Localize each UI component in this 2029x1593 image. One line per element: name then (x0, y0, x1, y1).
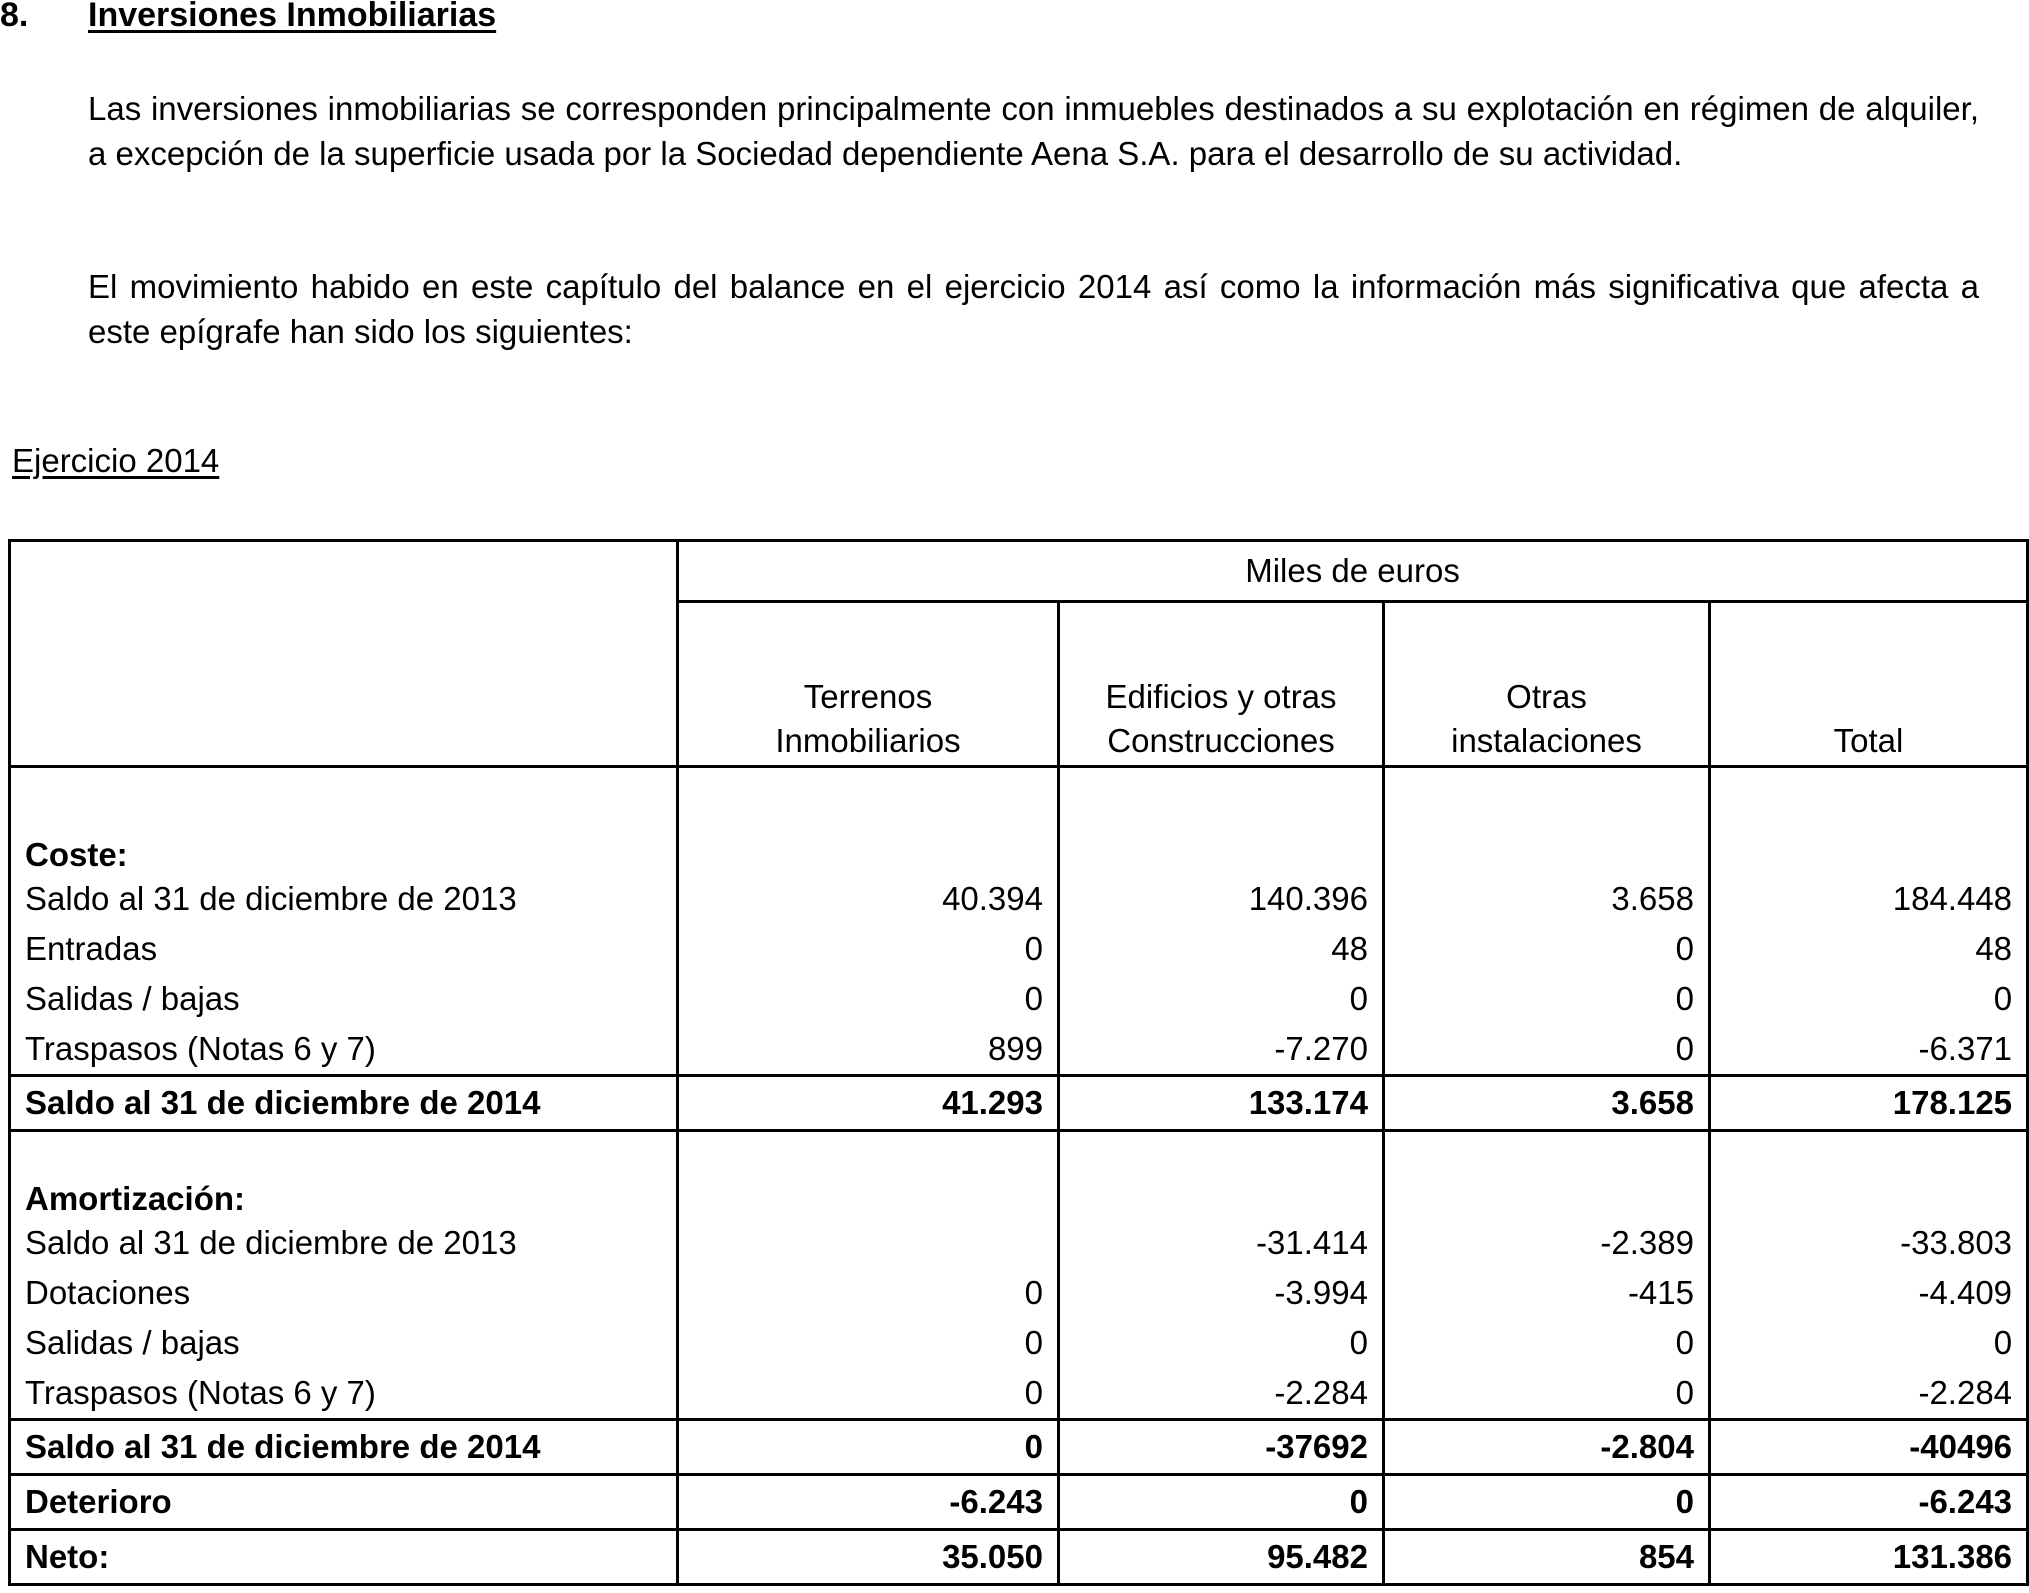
cell-total: 131.386 (1710, 1530, 2028, 1585)
table-row (10, 1218, 2028, 1268)
cell-total: -6.371 (1710, 1024, 2028, 1076)
cell-terrenos: 899 (678, 1024, 1059, 1076)
cell-terrenos: 0 (678, 974, 1059, 1024)
cell-total: 0 (1710, 1318, 2028, 1368)
cell-terrenos: 35.050 (678, 1530, 1059, 1585)
column-header-edificios (1059, 602, 1384, 767)
cell-total: -4.409 (1710, 1268, 2028, 1318)
cell-otras: -2.804 (1384, 1420, 1710, 1475)
cell-edificios: 48 (1059, 924, 1384, 974)
row-label: Entradas (10, 924, 678, 974)
cell-edificios: -31.414 (1059, 1218, 1384, 1268)
coste-total-row (10, 1076, 2028, 1131)
investment-movements-table (8, 539, 2029, 1586)
table-row (10, 1368, 2028, 1420)
cell-otras: 3.658 (1384, 1076, 1710, 1131)
cell-total: -2.284 (1710, 1368, 2028, 1420)
cell-edificios: 0 (1059, 1318, 1384, 1368)
movement-paragraph: El movimiento habido en este capítulo del balance en el ejercicio 2014 así como la información más significativa que afecta a este epígrafe han sido los siguientes: (88, 268, 1979, 350)
cell-edificios: 133.174 (1059, 1076, 1384, 1131)
cell-otras: 0 (1384, 1024, 1710, 1076)
cell-edificios: 95.482 (1059, 1530, 1384, 1585)
cell-otras: -2.389 (1384, 1218, 1710, 1268)
column-header-line: Inmobiliarios (775, 722, 961, 759)
table-row (10, 974, 2028, 1024)
cell-otras: 854 (1384, 1530, 1710, 1585)
table-row (10, 874, 2028, 924)
cell-total: 178.125 (1710, 1076, 2028, 1131)
cell-terrenos: -6.243 (678, 1475, 1059, 1530)
intro-paragraph: Las inversiones inmobiliarias se corresponden principalmente con inmuebles destinados a su explotación en régimen de alquiler, a excepción de la superficie usada por la Sociedad dependiente Aena S.A. para el desarrollo de su actividad. (88, 90, 1979, 172)
cell-otras: 0 (1384, 974, 1710, 1024)
cell-terrenos: 0 (678, 1268, 1059, 1318)
cell-total: -33.803 (1710, 1218, 2028, 1268)
column-header-line: Total (1833, 722, 1904, 759)
row-label: Saldo al 31 de diciembre de 2013 (10, 874, 678, 924)
amortizacion-title-row (10, 1131, 2028, 1219)
cell-total: 48 (1710, 924, 2028, 974)
section-number: 8. (0, 0, 29, 34)
cell-otras: 0 (1384, 1475, 1710, 1530)
row-label: Saldo al 31 de diciembre de 2014 (10, 1420, 678, 1475)
table-row (10, 1024, 2028, 1076)
cell-edificios: -7.270 (1059, 1024, 1384, 1076)
cell-total: -6.243 (1710, 1475, 2028, 1530)
cell-otras: 0 (1384, 1318, 1710, 1368)
row-label: Saldo al 31 de diciembre de 2014 (10, 1076, 678, 1131)
deterioro-row (10, 1475, 2028, 1530)
cell-edificios: -3.994 (1059, 1268, 1384, 1318)
column-header-otras-instalaciones (1384, 602, 1710, 767)
cell-total: 0 (1710, 974, 2028, 1024)
column-header-line: Edificios y otras (1105, 678, 1337, 715)
cell-terrenos: 41.293 (678, 1076, 1059, 1131)
row-label: Neto: (10, 1530, 678, 1585)
fiscal-year-subheading: Ejercicio 2014 (12, 442, 220, 479)
amortizacion-title: Amortización: (10, 1131, 678, 1219)
cell-edificios: -2.284 (1059, 1368, 1384, 1420)
cell-terrenos: 0 (678, 1420, 1059, 1475)
column-header-line: Terrenos (803, 678, 933, 715)
column-header-line: instalaciones (1451, 722, 1642, 759)
table-row (10, 1268, 2028, 1318)
cell-terrenos: 0 (678, 1368, 1059, 1420)
row-label: Dotaciones (10, 1268, 678, 1318)
cell-otras: -415 (1384, 1268, 1710, 1318)
cell-edificios: -37692 (1059, 1420, 1384, 1475)
cell-edificios: 140.396 (1059, 874, 1384, 924)
cell-edificios: 0 (1059, 974, 1384, 1024)
cell-edificios: 0 (1059, 1475, 1384, 1530)
coste-title: Coste: (10, 767, 678, 875)
cell-terrenos: 40.394 (678, 874, 1059, 924)
neto-row (10, 1530, 2028, 1585)
cell-terrenos: 0 (678, 1318, 1059, 1368)
cell-total: -40496 (1710, 1420, 2028, 1475)
row-label: Traspasos (Notas 6 y 7) (10, 1024, 678, 1076)
row-label: Saldo al 31 de diciembre de 2013 (10, 1218, 678, 1268)
cell-otras: 3.658 (1384, 874, 1710, 924)
coste-title-row (10, 767, 2028, 875)
cell-total: 184.448 (1710, 874, 2028, 924)
table-header-row (10, 541, 2028, 602)
column-header-line: Construcciones (1107, 722, 1335, 759)
column-header-total (1710, 602, 2028, 767)
row-label: Salidas / bajas (10, 974, 678, 1024)
row-label: Traspasos (Notas 6 y 7) (10, 1368, 678, 1420)
units-header: Miles de euros (678, 541, 2028, 602)
table-row (10, 924, 2028, 974)
cell-terrenos (678, 1218, 1059, 1268)
section-title: Inversiones Inmobiliarias (88, 0, 497, 34)
amortizacion-total-row (10, 1420, 2028, 1475)
row-label: Salidas / bajas (10, 1318, 678, 1368)
header-empty-cell (10, 541, 678, 767)
column-header-line: Otras (1506, 678, 1587, 715)
column-header-terrenos (678, 602, 1059, 767)
cell-terrenos: 0 (678, 924, 1059, 974)
table-row (10, 1318, 2028, 1368)
cell-otras: 0 (1384, 1368, 1710, 1420)
row-label: Deterioro (10, 1475, 678, 1530)
cell-otras: 0 (1384, 924, 1710, 974)
